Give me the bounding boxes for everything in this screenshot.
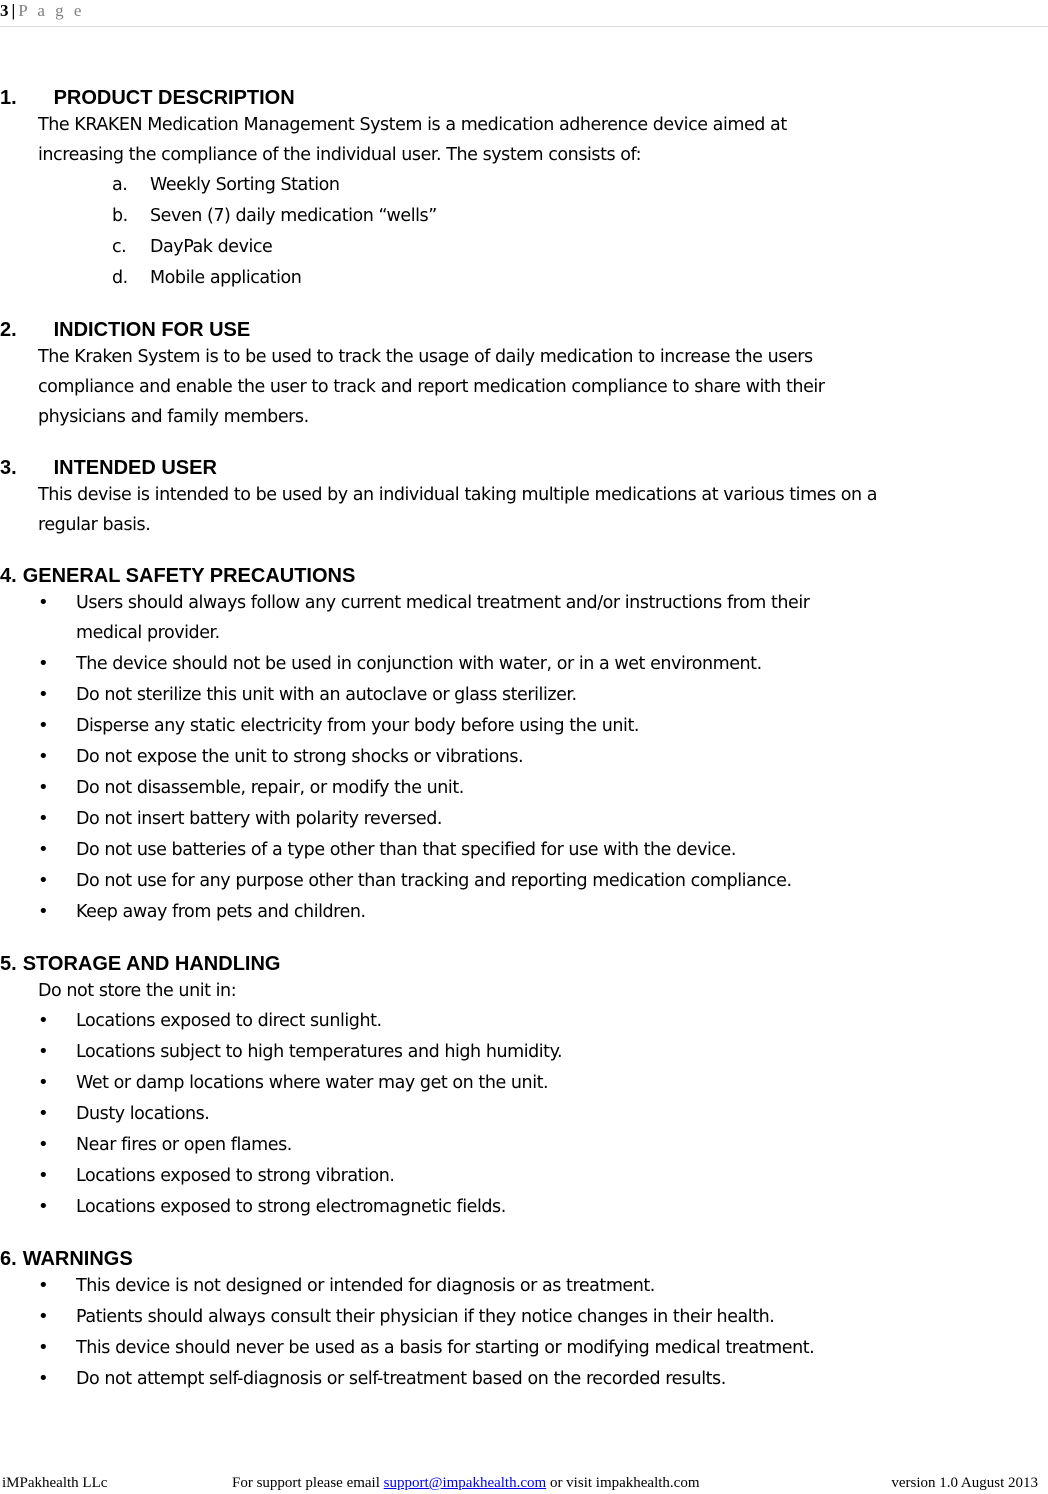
page-label: P a g e bbox=[18, 1, 85, 20]
list-item: • Disperse any static electricity from your body before using the unit. bbox=[76, 711, 1048, 741]
list-item: • Dusty locations. bbox=[76, 1099, 1048, 1129]
list-item: • The device should not be used in conjunction with water, or in a wet environment. bbox=[76, 649, 1048, 679]
storage-list bbox=[0, 1006, 1048, 1222]
list-item: • Do not use batteries of a type other than that specified for use with the device. bbox=[76, 835, 1048, 865]
list-item: • This device is not designed or intended for diagnosis or as treatment. bbox=[76, 1271, 1048, 1301]
list-item: • Wet or damp locations where water may get on the unit. bbox=[76, 1068, 1048, 1098]
list-item: • Locations exposed to strong electromagnetic fields. bbox=[76, 1192, 1048, 1222]
list-item: • Users should always follow any current medical treatment and/or instructions from their medical provider. bbox=[76, 588, 1048, 648]
footer-company: iMPakhealth LLc bbox=[2, 1475, 108, 1491]
page-number: 3 bbox=[0, 1, 9, 20]
footer-support: For support please email support@impakhealth.com or visit impakhealth.com bbox=[232, 1475, 700, 1491]
support-email-link[interactable]: support@impakhealth.com bbox=[383, 1475, 547, 1491]
list-item: • Locations subject to high temperatures and high humidity. bbox=[76, 1037, 1048, 1067]
page-header bbox=[0, 0, 1048, 27]
indication-paragraph: The Kraken System is to be used to track the usage of daily medication to increase the users compliance and enable the user to track and report medication compliance to share with their physicians and family members. bbox=[38, 347, 825, 427]
section-heading-storage-handling: 5. STORAGE AND HANDLING bbox=[0, 953, 281, 975]
storage-intro: Do not store the unit in: bbox=[38, 981, 237, 1001]
list-item: • Do not disassemble, repair, or modify the unit. bbox=[76, 773, 1048, 803]
section-heading-warnings: 6. WARNINGS bbox=[0, 1248, 133, 1270]
list-item: • Do not sterilize this unit with an autoclave or glass sterilizer. bbox=[76, 680, 1048, 710]
list-item: a. Weekly Sorting Station bbox=[112, 175, 340, 195]
list-item: • Do not insert battery with polarity reversed. bbox=[76, 804, 1048, 834]
list-item: c. DayPak device bbox=[112, 237, 273, 257]
list-item: • Patients should always consult their physician if they notice changes in their health. bbox=[76, 1302, 1048, 1332]
footer-version: version 1.0 August 2013 bbox=[891, 1475, 1038, 1491]
section-heading-safety-precautions: 4. GENERAL SAFETY PRECAUTIONS bbox=[0, 565, 356, 587]
product-description-paragraph: The KRAKEN Medication Management System is a medication adherence device aimed at increasing the compliance of the individual user. The system consists of: bbox=[38, 115, 787, 165]
section-heading-product-description: 1. PRODUCT DESCRIPTION bbox=[0, 87, 295, 109]
system-components-list bbox=[0, 170, 1048, 293]
list-item: • Do not expose the unit to strong shocks or vibrations. bbox=[76, 742, 1048, 772]
page-footer bbox=[0, 1474, 1048, 1494]
section-heading-intended-user: 3. INTENDED USER bbox=[0, 457, 217, 479]
list-item: • Near fires or open flames. bbox=[76, 1130, 1048, 1160]
document-body bbox=[0, 86, 1048, 1395]
header-separator: | bbox=[11, 1, 16, 20]
list-item: • Do not use for any purpose other than tracking and reporting medication compliance. bbox=[76, 866, 1048, 896]
safety-precautions-list bbox=[0, 588, 1048, 927]
list-item: d. Mobile application bbox=[112, 268, 302, 288]
list-item: • Keep away from pets and children. bbox=[76, 897, 1048, 927]
section-heading-indication-for-use: 2. INDICTION FOR USE bbox=[0, 319, 251, 341]
list-item: • Locations exposed to direct sunlight. bbox=[76, 1006, 1048, 1036]
list-item: • Locations exposed to strong vibration. bbox=[76, 1161, 1048, 1191]
intended-user-paragraph: This devise is intended to be used by an individual taking multiple medications at various times on a regular basis. bbox=[38, 485, 878, 535]
list-item: • Do not attempt self-diagnosis or self-treatment based on the recorded results. bbox=[76, 1364, 1048, 1394]
list-item: • This device should never be used as a basis for starting or modifying medical treatment. bbox=[76, 1333, 1048, 1363]
list-item: b. Seven (7) daily medication “wells” bbox=[112, 206, 437, 226]
warnings-list bbox=[0, 1271, 1048, 1394]
